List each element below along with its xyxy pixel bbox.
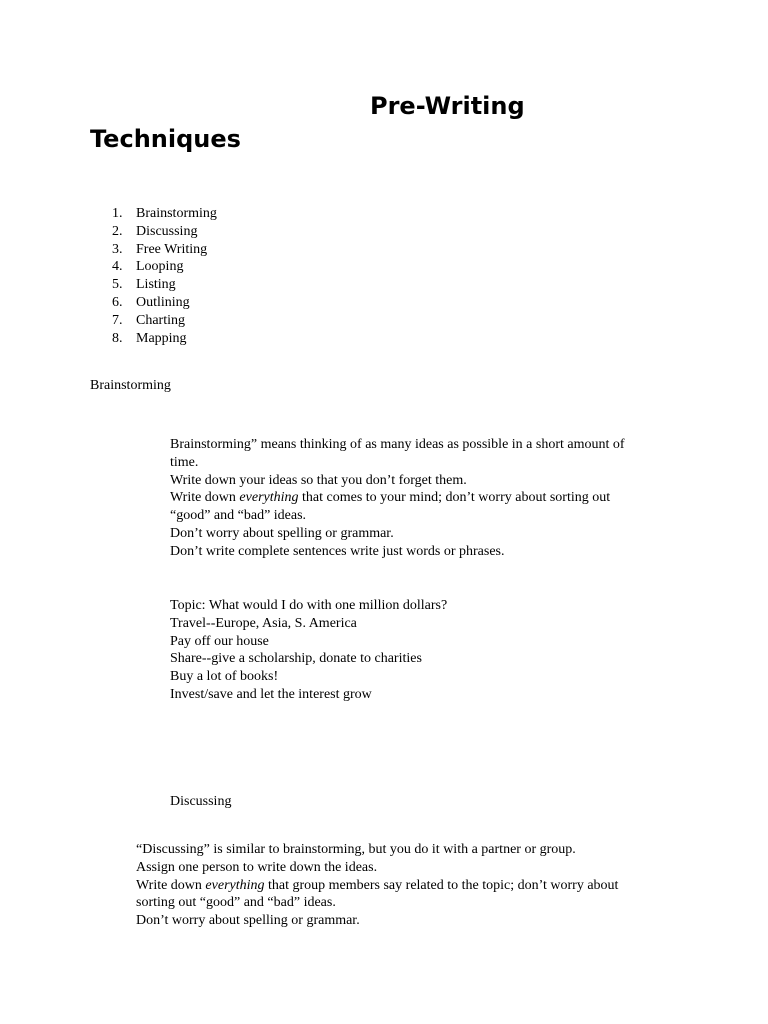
brainstorming-description	[170, 436, 690, 561]
example-topic: Topic: What would I do with one million dollars?	[170, 598, 448, 613]
discussing-description	[136, 841, 696, 930]
paragraph-line: Brainstorming” means thinking of as many ideas as possible in a short amount of	[170, 437, 625, 452]
text-run: Write down	[170, 490, 240, 506]
list-label: Outlining	[136, 294, 190, 310]
paragraph-line: Assign one person to write down the ideas.	[136, 859, 378, 875]
list-number: 6.	[112, 294, 123, 310]
list-item	[112, 312, 217, 330]
section-heading-discussing: Discussing	[170, 794, 232, 809]
list-item	[112, 294, 217, 312]
text-run: Write down	[136, 877, 206, 893]
list-label: Brainstorming	[136, 206, 217, 221]
paragraph-line: “good” and “bad” ideas.	[170, 508, 307, 524]
paragraph-line: Write down your ideas so that you don’t forget them.	[170, 472, 467, 488]
text-run: that group members say related to the topic; don’t worry about	[264, 877, 619, 893]
paragraph-line: Don’t worry about spelling or grammar.	[170, 525, 394, 541]
list-item	[112, 330, 217, 348]
example-item: Travel--Europe, Asia, S. America	[170, 615, 357, 631]
paragraph-line: “Discussing” is similar to brainstorming, but you do it with a partner or group.	[136, 842, 576, 857]
page-title-part-1: Pre-Writing	[370, 92, 525, 120]
emphasis-text: everything	[205, 877, 265, 893]
example-item: Invest/save and let the interest grow	[170, 686, 372, 702]
paragraph-line: Don’t worry about spelling or grammar.	[136, 913, 360, 929]
list-item	[112, 276, 217, 294]
brainstorming-example	[170, 597, 690, 704]
section-heading-brainstorming: Brainstorming	[90, 378, 171, 393]
list-number: 8.	[112, 330, 123, 346]
list-item	[112, 258, 217, 276]
text-run: that comes to your mind; don’t worry about sorting out	[298, 490, 611, 506]
list-item	[112, 223, 217, 241]
list-label: Discussing	[136, 223, 198, 239]
list-number: 3.	[112, 241, 123, 257]
list-label: Listing	[136, 277, 176, 293]
paragraph-line: time.	[170, 454, 199, 470]
list-number: 7.	[112, 312, 123, 328]
example-item: Pay off our house	[170, 633, 269, 649]
list-item	[112, 241, 217, 259]
paragraph-line: sorting out “good” and “bad” ideas.	[136, 895, 336, 911]
list-label: Mapping	[136, 330, 187, 346]
paragraph-line: Don’t write complete sentences write just words or phrases.	[170, 543, 505, 559]
page-title-part-2: Techniques	[90, 125, 241, 153]
paragraph-line	[136, 877, 696, 895]
list-item	[112, 205, 217, 223]
list-label: Looping	[136, 259, 184, 275]
list-number: 2.	[112, 223, 123, 239]
example-item: Buy a lot of books!	[170, 669, 279, 685]
list-label: Free Writing	[136, 241, 208, 257]
list-number: 1.	[112, 206, 123, 221]
paragraph-line	[170, 489, 690, 507]
emphasis-text: everything	[239, 490, 299, 506]
example-item: Share--give a scholarship, donate to charities	[170, 651, 422, 667]
technique-list	[112, 205, 217, 347]
list-label: Charting	[136, 312, 185, 328]
list-number: 4.	[112, 259, 123, 275]
list-number: 5.	[112, 277, 123, 293]
